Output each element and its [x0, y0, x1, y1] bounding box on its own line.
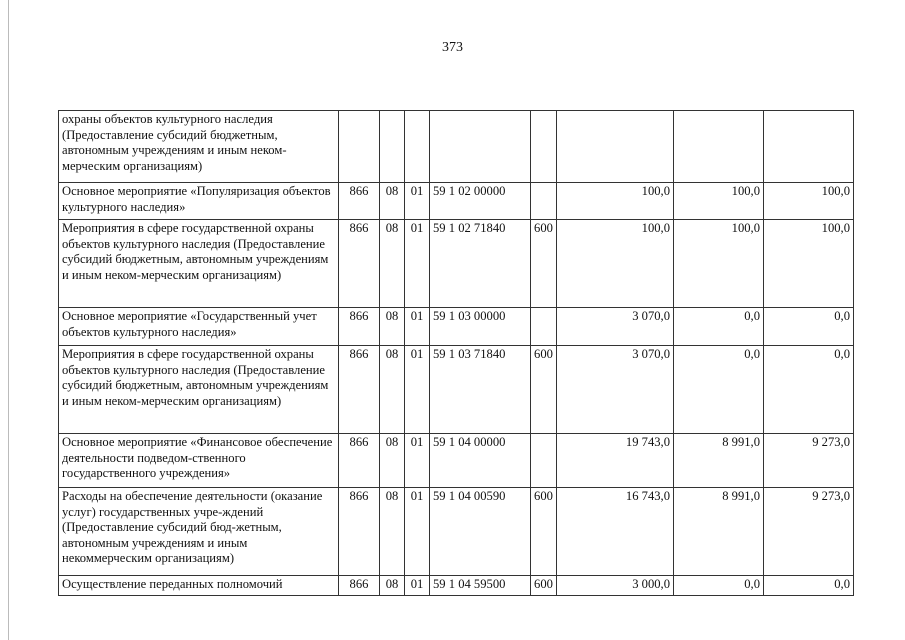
row-pr: 01 [405, 183, 430, 220]
row-vr [531, 308, 557, 346]
row-sum-1: 16 743,0 [557, 488, 674, 576]
row-ved: 866 [339, 576, 380, 596]
budget-table-body [59, 111, 854, 596]
row-sum-2: 0,0 [674, 576, 764, 596]
row-ved [339, 111, 380, 183]
row-csr: 59 1 03 00000 [430, 308, 531, 346]
row-rz: 08 [380, 488, 405, 576]
row-sum-2: 8 991,0 [674, 434, 764, 488]
row-ved: 866 [339, 434, 380, 488]
row-vr [531, 183, 557, 220]
table-row [59, 346, 854, 434]
table-row [59, 308, 854, 346]
row-sum-1: 3 070,0 [557, 346, 674, 434]
row-vr: 600 [531, 346, 557, 434]
table-row [59, 488, 854, 576]
row-rz: 08 [380, 434, 405, 488]
row-vr [531, 111, 557, 183]
row-pr [405, 111, 430, 183]
table-row [59, 183, 854, 220]
table-row [59, 220, 854, 308]
budget-table [58, 110, 854, 596]
table-row [59, 111, 854, 183]
row-rz: 08 [380, 576, 405, 596]
row-name: Мероприятия в сфере государственной охраны объектов культурного наследия (Предоставление субсидий бюджетным, автономным учреждениям и иным неком-мерческим организациям) [59, 220, 339, 308]
row-csr [430, 111, 531, 183]
row-rz: 08 [380, 183, 405, 220]
row-sum-3 [764, 111, 854, 183]
row-pr: 01 [405, 308, 430, 346]
table-row [59, 576, 854, 596]
row-sum-2: 100,0 [674, 220, 764, 308]
row-sum-2 [674, 111, 764, 183]
row-sum-3: 100,0 [764, 183, 854, 220]
row-pr: 01 [405, 434, 430, 488]
row-name: Расходы на обеспечение деятельности (оказание услуг) государственных учре-ждений (Предоставление субсидий бюд-жетным, автономным учреждениям и иным некоммерческим организациям) [59, 488, 339, 576]
row-rz: 08 [380, 346, 405, 434]
row-rz: 08 [380, 220, 405, 308]
row-sum-1: 3 000,0 [557, 576, 674, 596]
row-sum-1: 100,0 [557, 220, 674, 308]
row-sum-1: 19 743,0 [557, 434, 674, 488]
row-ved: 866 [339, 488, 380, 576]
page-number: 373 [442, 40, 463, 55]
row-csr: 59 1 02 71840 [430, 220, 531, 308]
row-sum-3: 0,0 [764, 308, 854, 346]
row-ved: 866 [339, 220, 380, 308]
row-csr: 59 1 04 00590 [430, 488, 531, 576]
row-csr: 59 1 04 59500 [430, 576, 531, 596]
row-pr: 01 [405, 576, 430, 596]
row-rz: 08 [380, 308, 405, 346]
row-name: Основное мероприятие «Государственный учет объектов культурного наследия» [59, 308, 339, 346]
row-name: Осуществление переданных полномочий [59, 576, 339, 596]
row-sum-2: 8 991,0 [674, 488, 764, 576]
row-name: охраны объектов культурного наследия (Предоставление субсидий бюджетным, автономным учреждениям и иным неком-мерческим организациям) [59, 111, 339, 183]
row-pr: 01 [405, 220, 430, 308]
row-sum-3: 9 273,0 [764, 488, 854, 576]
row-vr: 600 [531, 220, 557, 308]
row-name: Основное мероприятие «Популяризация объектов культурного наследия» [59, 183, 339, 220]
row-sum-2: 100,0 [674, 183, 764, 220]
row-sum-3: 0,0 [764, 346, 854, 434]
row-sum-1: 3 070,0 [557, 308, 674, 346]
row-csr: 59 1 04 00000 [430, 434, 531, 488]
row-pr: 01 [405, 488, 430, 576]
row-csr: 59 1 02 00000 [430, 183, 531, 220]
row-sum-2: 0,0 [674, 346, 764, 434]
row-sum-2: 0,0 [674, 308, 764, 346]
row-sum-1 [557, 111, 674, 183]
row-sum-3: 0,0 [764, 576, 854, 596]
row-vr: 600 [531, 576, 557, 596]
row-ved: 866 [339, 183, 380, 220]
row-pr: 01 [405, 346, 430, 434]
row-sum-3: 9 273,0 [764, 434, 854, 488]
page-margin-line [8, 0, 9, 640]
row-csr: 59 1 03 71840 [430, 346, 531, 434]
row-vr: 600 [531, 488, 557, 576]
row-name: Основное мероприятие «Финансовое обеспечение деятельности подведом-ственного государственного учреждения» [59, 434, 339, 488]
row-rz [380, 111, 405, 183]
row-ved: 866 [339, 346, 380, 434]
row-vr [531, 434, 557, 488]
row-name: Мероприятия в сфере государственной охраны объектов культурного наследия (Предоставление субсидий бюджетным, автономным учреждениям и иным неком-мерческим организациям) [59, 346, 339, 434]
row-ved: 866 [339, 308, 380, 346]
table-row [59, 434, 854, 488]
row-sum-3: 100,0 [764, 220, 854, 308]
row-sum-1: 100,0 [557, 183, 674, 220]
